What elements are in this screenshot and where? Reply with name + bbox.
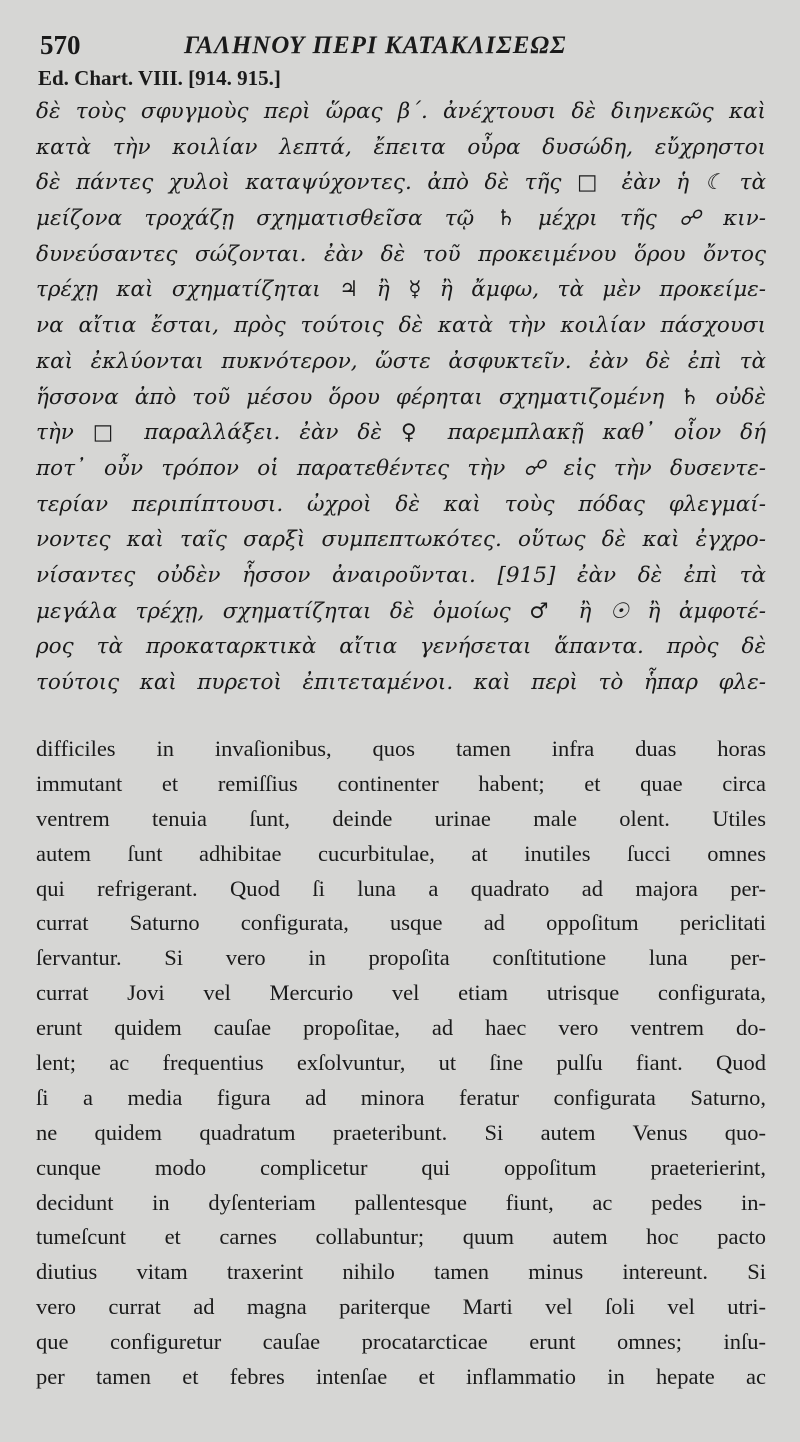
latin-text-line: lent; ac frequentius exſolvuntur, ut ſine pulſu fiant. Quod bbox=[36, 1050, 766, 1076]
greek-text-line: κατὰ τὴν κοιλίαν λεπτά, ἔπειτα οὖρα δυσώδη, εὔχρηστοι bbox=[36, 134, 766, 160]
greek-text-line: τὴν □ παραλλάξει. ἐὰν δὲ ♀ παρεμπλακῇ καθ᾽ οἷον δή bbox=[36, 420, 766, 446]
greek-text-line: δὲ πάντες χυλοὶ καταψύχοντες. ἀπὸ δὲ τῆς □ ἐὰν ἡ ☾ τὰ bbox=[36, 170, 766, 196]
running-title: ΓΑΛΗΝΟΥ ΠΕΡΙ ΚΑΤΑΚΛΙΣΕΩΣ bbox=[184, 32, 567, 59]
greek-text-line: καὶ ἐκλύονται πυκνότερον, ὥστε ἀσφυκτεῖν. ἐὰν δὲ ἐπὶ τὰ bbox=[36, 348, 766, 374]
greek-text-line: δὲ τοὺς σφυγμοὺς περὶ ὥρας β΄. ἀνέχτουσι δὲ διηνεκῶς καὶ bbox=[36, 99, 766, 124]
greek-text-line: μεγάλα τρέχῃ, σχηματίζηται δὲ ὁμοίως ♂ ἢ ☉ ἢ ἀμφοτέ- bbox=[36, 598, 766, 624]
greek-text-line: ἥσσονα ἀπὸ τοῦ μέσου ὅρου φέρηται σχηματιζομένη ♄ οὐδὲ bbox=[36, 384, 766, 410]
greek-text-line: να αἴτια ἔσται, πρὸς τούτοις δὲ κατὰ τὴν κοιλίαν πάσχουσι bbox=[36, 313, 766, 339]
greek-text-line: τρέχῃ καὶ σχηματίζηται ♃ ἢ ☿ ἢ ἄμφω, τὰ μὲν προκείμε- bbox=[36, 277, 766, 303]
greek-text-line: τούτοις καὶ πυρετοὶ ἐπιτεταμένοι. καὶ περὶ τὸ ἧπαρ φλε- bbox=[36, 670, 766, 695]
latin-text-line: currat Saturno configurata, usque ad oppoſitum periclitati bbox=[36, 910, 766, 936]
latin-text-line: erunt quidem cauſae propoſitae, ad haec vero ventrem do- bbox=[36, 1015, 766, 1041]
latin-text-block bbox=[36, 732, 766, 1395]
latin-text-line: autem ſunt adhibitae cucurbitulae, at inutiles ſucci omnes bbox=[36, 840, 766, 866]
greek-text-line: τερίαν περιπίπτουσι. ὠχροὶ δὲ καὶ τοὺς πόδας φλεγμαί- bbox=[36, 491, 766, 517]
page-number: 570 bbox=[40, 30, 81, 60]
greek-text-line: μείζονα τροχάζῃ σχηματισθεῖσα τῷ ♄ μέχρι τῆς ☍ κιν- bbox=[36, 206, 766, 232]
latin-text-line: qui refrigerant. Quod ſi luna a quadrato ad majora per- bbox=[36, 875, 766, 901]
latin-text-line: decidunt in dyſenteriam pallentesque fiunt, ac pedes in- bbox=[36, 1189, 766, 1215]
latin-text-line: ſervantur. Si vero in propoſita conſtitutione luna per- bbox=[36, 945, 766, 971]
latin-text-line: diutius vitam traxerint nihilo tamen minus intereunt. Si bbox=[36, 1259, 766, 1285]
latin-text-line: tumeſcunt et carnes collabuntur; quum autem hoc pacto bbox=[36, 1224, 766, 1250]
greek-text-block bbox=[36, 94, 766, 701]
latin-text-line: cunque modo complicetur qui oppoſitum praeterierint, bbox=[36, 1154, 766, 1180]
latin-text-line: per tamen et febres intenſae et inflammatio in hepate ac bbox=[36, 1364, 766, 1390]
page-header bbox=[36, 30, 776, 66]
latin-text-line: currat Jovi vel Mercurio vel etiam utrisque configurata, bbox=[36, 980, 766, 1006]
greek-text-line: ρος τὰ προκαταρκτικὰ αἴτια γενήσεται ἅπαντα. πρὸς δὲ bbox=[36, 634, 766, 660]
latin-text-line: ſi a media figura ad minora feratur configurata Saturno, bbox=[36, 1084, 766, 1110]
greek-text-line: νοντες καὶ ταῖς σαρξὶ συμπεπτωκότες. οὕτως δὲ καὶ ἐγχρο- bbox=[36, 527, 766, 553]
greek-text-line: νίσαντες οὐδὲν ἧσσον ἀναιροῦνται. [915] ἐὰν δὲ ἐπὶ τὰ bbox=[36, 562, 766, 588]
latin-text-line: immutant et remiſſius continenter habent; et quae circa bbox=[36, 770, 766, 796]
greek-text-line: ποτ᾽ οὖν τρόπον οἱ παρατεθέντες τὴν ☍ εἰς τὴν δυσεντε- bbox=[36, 455, 766, 481]
latin-text-line: vero currat ad magna pariterque Marti vel ſoli vel utri- bbox=[36, 1294, 766, 1320]
edition-reference: Ed. Chart. VIII. [914. 915.] bbox=[38, 66, 281, 90]
latin-text-line: que configuretur cauſae procatarcticae erunt omnes; inſu- bbox=[36, 1329, 766, 1355]
latin-text-line: difficiles in invaſionibus, quos tamen infra duas horas bbox=[36, 736, 766, 761]
latin-text-line: ventrem tenuia ſunt, deinde urinae male olent. Utiles bbox=[36, 805, 766, 831]
greek-text-line: δυνεύσαντες σώζονται. ἐὰν δὲ τοῦ προκειμένου ὅρου ὄντος bbox=[36, 241, 766, 267]
latin-text-line: ne quidem quadratum praeteribunt. Si autem Venus quo- bbox=[36, 1119, 766, 1145]
